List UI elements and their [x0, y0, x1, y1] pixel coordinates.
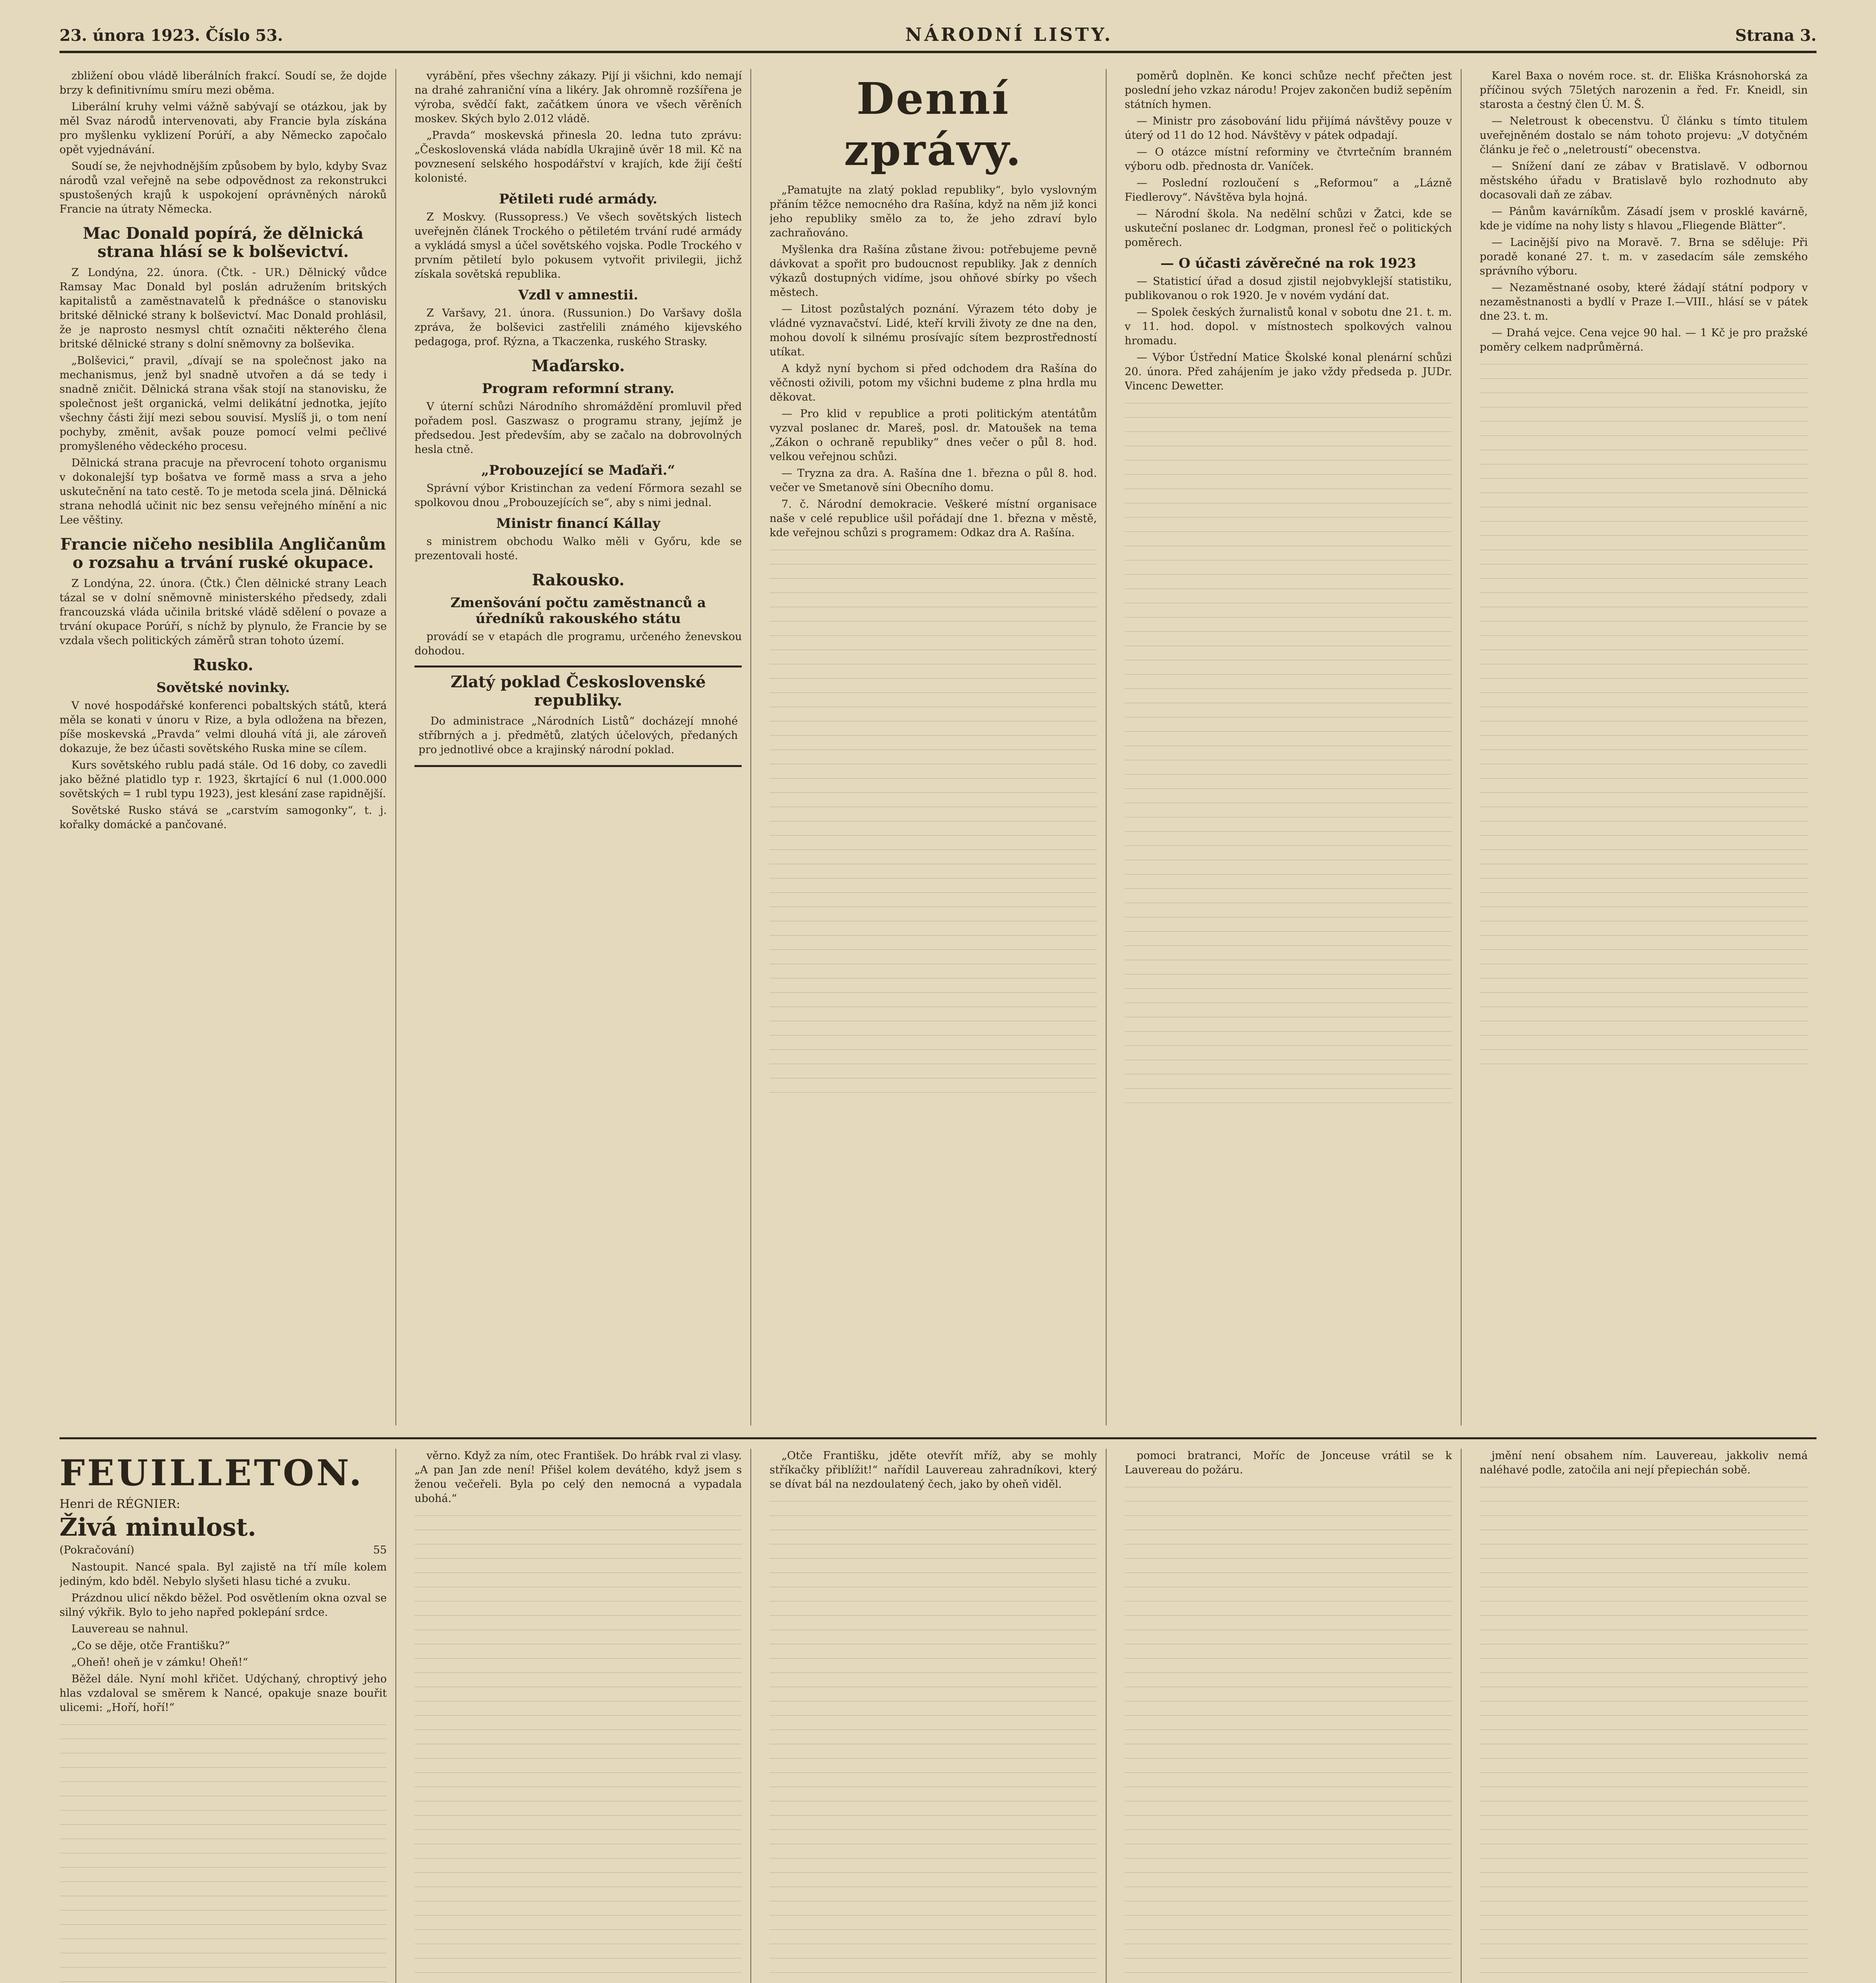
paragraph: — Výbor Ústřední Matice Školské konal plenární schůzi 20. února. Před zahájením je jako vždy předseda p. JUDr. Vincenc Dewetter.: [1124, 351, 1452, 392]
paragraph: — Neletroust k obecenstvu. Ü článku s tímto titulem uveřejněném dostalo se nám tohoto projevu: „V dotyčném článku je řeč o „neletroustí“ obecenstva.: [1479, 115, 1808, 156]
paragraph: „Otče Františku, jděte otevřít mříž, aby se mohly stříkačky přiblížit!“ nařídil Lauvereau zahradníkovi, který se dívat bál na nezdoulatený čech, jako by oheň viděl.: [769, 1450, 1097, 1490]
headline-francie: Francie ničeho nesiblila Angličanům o rozsahu a trvání ruské okupace.: [60, 535, 386, 572]
feuilleton-author: Henri de RÉGNIER:: [59, 1497, 180, 1511]
paragraph: — Spolek českých žurnalistů konal v sobotu dne 21. t. m. v 11. hod. dopol. v místnostech spolkových valnou hromadu.: [1124, 306, 1452, 347]
paragraph: „Oheň! oheň je v zámku! Oheň!“: [71, 1656, 248, 1668]
headline-petileti: Pětileti rudé armády.: [499, 191, 658, 207]
headline-zaverecne: — O účasti závěrečné na rok 1923: [1160, 255, 1416, 271]
paragraph: Liberální kruhy velmi vážně sabývají se otázkou, jak by měl Svaz národů intervenovati, aby Francie byla získána pro myšlenku vyklizení Porúří, a aby Německo započalo opět vyjednávání.: [59, 101, 387, 156]
paragraph: — Pánům kavárníkům. Zásadí jsem v prosklé kavárně, kde je vidíme na nohy listy s hlavou „Fliegende Blätter“.: [1479, 205, 1808, 232]
paragraph: Kurs sovětského rublu padá stále. Od 16 doby, co zavedli jako běžné platidlo typ r. 1923, škrtající 6 nul (1.000.000 sovětských = 1 rubl typu 1923), jest klesání zase rapidnější.: [59, 759, 387, 800]
upper-columns: [59, 69, 1817, 1425]
subheading-sovetske-novinky: Sovětské novinky.: [156, 680, 290, 696]
text-lines: [1125, 1481, 1452, 1983]
text-lines: [769, 1496, 1097, 1983]
paragraph: Lauvereau se nahnul.: [71, 1623, 188, 1635]
header-date-issue: 23. února 1923. Číslo 53.: [59, 26, 283, 45]
paragraph: Z Moskvy. (Russopress.) Ve všech sovětských listech uveřejněn článek Trockého o pětiletém trvání rudé armády a vykládá smysl a účel sovětského vojska. Podle Trockého v prvním pětiletí bylo pokusem vytvořit privilegii, jichž získala sovětská republika.: [414, 211, 742, 280]
feuilleton-column-4: [1125, 1449, 1462, 1983]
paragraph: Sovětské Rusko stává se „carstvím samogonky“, t. j. kořalky domácké a pančované.: [59, 804, 387, 831]
text-lines: [1480, 1481, 1808, 1983]
headline-macdonald: Mac Donald popírá, že dělnická strana hlásí se k bolševictví.: [82, 224, 364, 261]
paragraph: — Poslední rozloučení s „Reformou“ a „Lázně Fiedlerovy“. Návštěva byla hojná.: [1124, 177, 1452, 203]
paragraph: — Drahá vejce. Cena vejce 90 hal. — 1 Kč je pro pražské poměry celkem nadprůměrná.: [1479, 327, 1808, 353]
text-lines: [769, 544, 1097, 1099]
subheading-zmensovani: Zmenšování počtu zaměstnanců a úředníků rakouského státu: [450, 595, 706, 627]
paragraph: Správní výbor Kristinchan za vedení Főrmora sezahl se spolkovou dnou „Probouzejících se“, aby s nimi jednal.: [414, 482, 742, 509]
text-lines: [59, 1719, 387, 1983]
paragraph: — Ministr pro zásobování lidu přijímá návštěvy pouze v úterý od 11 do 12 hod. Návštěvy v pátek odpadají.: [1124, 115, 1452, 142]
headline-kallay: Ministr financí Kállay: [496, 516, 660, 531]
paragraph: Karel Baxa o novém roce. st. dr. Eliška Krásnohorská za příčinou svých 75letých narozenin a řed. Fr. Kneidl, sin starosta a čestný člen Ú. M. Š.: [1479, 70, 1808, 111]
paragraph: „Bolševici,“ pravil, „dívají se na společnost jako na mechanismus, jenž byl snadně utvořen a dá se tedy i snadně zničit. Dělnická strana však stojí na stanovisku, že společnost ješt organická, velmi delikátní jednotka, jejíto všechny části žijí mezi sebou souvisí. Myslíš ji, o tom není pochyby, změnit, avšak pouze pomocí velmi pečlivé promyšleného vědeckého procesu.: [59, 355, 387, 453]
text-lines: [1125, 397, 1452, 1111]
feuilleton-divider: [59, 1437, 1817, 1439]
installment-number: 55: [373, 1544, 387, 1556]
paragraph: — Pro klid v republice a proti politickým atentátům vyzval poslanec dr. Mareš, posl. dr. Matoušek na tema „Zákon o ochraně republiky“ dnes večer o půl 8. hod. velkou veřejnou schůzi.: [769, 408, 1097, 463]
paragraph: provádí se v etapách dle programu, určeného ženevskou dohodou.: [414, 631, 742, 657]
paragraph: věrno. Když za ním, otec František. Do hrábk rval zi vlasy. „A pan Jan zde není! Přišel kolem devátého, když jsem s ženou večeřeli. Byla po celý den nemocná a vypadala ubohá.“: [414, 1450, 742, 1505]
paragraph: — Statisticí úřad a dosud zjistil nejobvyklejší statistiku, publikovanou o rok 1920. Je v novém vydání dat.: [1124, 275, 1452, 302]
notice-title: Zlatý poklad Československé republiky.: [451, 673, 706, 710]
lower-columns: [59, 1449, 1817, 1983]
text-lines: [1480, 359, 1808, 1072]
page-number: Strana 3.: [1735, 26, 1817, 45]
section-heading-madarsko: Maďarsko.: [531, 357, 625, 375]
paragraph: V nové hospodářské konferenci pobaltských států, která měla se konati v únoru v Rize, a byla odložena na březen, píše moskevská „Pravda“ velmi dlouhá vítá ji, ale zároveň dokazuje, že bez účasti sovětského Ruska mine se cílem.: [59, 700, 387, 755]
text-lines: [414, 1510, 742, 1983]
feuilleton-column-3: [769, 1449, 1106, 1983]
column-2: [414, 69, 751, 1425]
paragraph: Prázdnou ulicí někdo běžel. Pod osvětlením okna ozval se silný výkřik. Bylo to jeho napřed poklepání srdce.: [59, 1592, 387, 1619]
paragraph: Nastoupit. Nancé spala. Byl zajistě na tří míle kolem jediným, kdo bděl. Nebylo slyšeti hlasu tiché a zvuku.: [59, 1561, 387, 1588]
paragraph: 7. č. Národní demokracie. Veškeré místní organisace naše v celé republice ušil pořádají dne 1. března v městě, kde veřejnou schůzi s programem: Odkaz dra A. Rašína.: [769, 498, 1097, 539]
paragraph: — Tryzna za dra. A. Rašína dne 1. března o půl 8. hod. večer ve Smetanově síni Obecního domu.: [769, 467, 1097, 494]
continuation-note: (Pokračování): [59, 1544, 134, 1556]
paragraph: poměrů doplněn. Ke konci schůze nechť přečten jest poslední jeho vzkaz národu! Projev zakončen budiž sepěním státních hymen.: [1124, 70, 1452, 111]
paragraph: Myšlenka dra Rašína zůstane živou: potřebujeme pevně dávkovat a spořit pro budoucnost republiky. Jak z denních výkazů dostupných vidíme, jsou ohňové sbírky po všech městech.: [769, 244, 1097, 299]
paragraph: „Co se děje, otče Františku?“: [71, 1640, 230, 1652]
paragraph: — Lacinější pivo na Moravě. 7. Brna se sděluje: Při poradě konané 27. t. m. v zasedacím sále zemského správního výboru.: [1479, 236, 1808, 277]
paragraph: — Nezaměstnané osoby, které žádají státní podpory v nezaměstnanosti a bydlí v Praze I.—VIII., hlásí se v pátek dne 23. t. m.: [1479, 282, 1808, 322]
paragraph: pomoci bratranci, Moříc de Jonceuse vrátil se k Lauvereau do požáru.: [1124, 1450, 1452, 1476]
paragraph: s ministrem obchodu Walko měli v Győru, kde se prezentovali hosté.: [414, 535, 742, 562]
section-heading-rakousko: Rakousko.: [531, 571, 625, 589]
column-1: [59, 69, 396, 1425]
headline-amnestie: Vzdl v amnestii.: [518, 287, 639, 303]
story-title: Živá minulost.: [59, 1513, 256, 1542]
paragraph: Z Varšavy, 21. února. (Russunion.) Do Varšavy došla zpráva, že bolševici zastřelili známého kijevského pedagoga, prof. Rýzna, a Tkaczenka, ruského Strasky.: [414, 307, 742, 348]
paragraph: Z Londýna, 22. února. (Čtk.) Člen dělnické strany Leach tázal se v dolní sněmovně ministerského předsedy, zdali francouzská vláda učinila britské vládě sdělení o povaze a trvání okupace Porúří, s níchž by plynulo, že Francie by se vzdala všech politických záměrů stran tohoto území.: [59, 577, 387, 647]
subheading-program: Program reformní strany.: [482, 381, 675, 397]
paragraph: „Pamatujte na zlatý poklad republiky“, bylo vyslovným přáním těžce nemocného dra Rašína, když na něm již konci jeho republiky smělo za to, že jeho zdraví bylo zachraňováno.: [769, 184, 1097, 239]
paragraph: V úterní schůzi Národního shromáždění promluvil před pořadem posl. Gaszwasz o programu strany, jejímž je předsedou. Jest především, aby se začalo na dobrovolných hesla ctně.: [414, 401, 742, 456]
paragraph: A když nyní bychom si před odchodem dra Rašína do věčnosti oživili, potom my všichni budeme z plna hrdla mu děkovat.: [769, 362, 1097, 403]
paragraph: — O otázce místní reforminy ve čtvrtečním branném výboru odb. přednosta dr. Vaníček.: [1124, 146, 1452, 173]
paragraph: Běžel dále. Nyní mohl křičet. Udýchaný, chroptivý jeho hlas vzdaloval se směrem k Nancé, opakuje snaze bouřit ulicemi: „Hoří, hoří!“: [59, 1673, 387, 1714]
paragraph: — Litost pozůstalých poznání. Výrazem této doby je vládné vyznavačství. Lidé, kteří krvili životy ze dne na den, mohou dovolí k silnému prosívajíc sítem bezprostředností utíkat.: [769, 303, 1097, 358]
headline-probouzejici: „Probouzející se Maďaři.“: [481, 462, 675, 478]
gold-treasury-notice: [414, 665, 742, 767]
column-3: [769, 69, 1106, 1425]
newspaper-title: NÁRODNÍ LISTY.: [905, 24, 1113, 45]
feuilleton-column-5: [1480, 1449, 1817, 1983]
paragraph: Z Londýna, 22. února. (Čtk. - UR.) Dělnický vůdce Ramsay Mac Donald byl poslán adružením britských kapitalistů a zaměstnavatelů k přednášce o stanovisku britské dělnické strany k bolševictví. Mac Donald prohlásil, že je naprosto nesmysl chtít označiti některého člena britské dělnické strany s dolní sněmovny za bolševika.: [59, 267, 387, 350]
paragraph: Dělnická strana pracuje na převrocení tohoto organismu v dokonalejší typ bošatva ve formě mass a srva a jeho uskutečnění na tato cestě. To je metoda scela jiná. Dělnická strana nehodlá učinit nic bez sensu veřejného mínění a nic Lee věštiny.: [59, 457, 387, 526]
feuilleton-column: [59, 1449, 396, 1983]
paragraph: vyrábění, přes všechny zákazy. Pijí ji všichni, kdo nemají na drahé zahraniční vína a likéry. Jak ohromně rozšířena je výroba, svědčí fakt, začátkem února ve všech věrěních moskev. Ských bylo 2.012 vládě.: [414, 70, 742, 125]
feuilleton-heading: FEUILLETON.: [59, 1452, 364, 1494]
paragraph: „Pravda“ moskevská přinesla 20. ledna tuto zprávu: „Československá vláda nabídla Ukrajině úvěr 18 mil. Kč na povznesení selského hospodářství v krajích, kde žijí čeští kolonisté.: [414, 129, 742, 184]
story-meta: [59, 1544, 387, 1556]
paragraph: zbližení obou vládě liberálních frakcí. Soudí se, že dojde brzy k definitivnímu smíru mezi oběma.: [59, 70, 387, 96]
paragraph: — Snížení daní ze zábav v Bratislavě. V odbornou městského úřadu v Bratislavě bylo rozhodnuto aby docasovali daň ze zábav.: [1479, 160, 1808, 201]
paragraph: Soudí se, že nejvhodnějším způsobem by bylo, kdyby Svaz národů vzal veřejně na sebe odpovědnost za rekonstrukci spustošených krajů k uspokojení oprávněných nároků Francie na útraty Německa.: [59, 160, 387, 215]
feuilleton-column-2: [414, 1449, 751, 1983]
section-heading-rusko: Rusko.: [193, 656, 253, 674]
column-5: [1480, 69, 1817, 1425]
column-4: [1125, 69, 1462, 1425]
notice-text: Do administrace „Národních Listů“ docházejí mnohé stříbrných a j. předmětů, zlatých účelových, předaných pro jednotlivé obce a krajinský národní poklad.: [418, 715, 738, 756]
paragraph: — Národní škola. Na nedělní schůzi v Žatci, kde se uskuteční poslanec dr. Lodgman, pronesl řeč o politických poměrech.: [1124, 208, 1452, 249]
section-title-denni-zpravy: Denní zprávy.: [844, 73, 1023, 175]
masthead: [59, 24, 1817, 53]
paragraph: jmění není obsahem ním. Lauvereau, jakkoliv nemá naléhavé podle, zatočila ani nejí přepiechán sobě.: [1479, 1450, 1808, 1476]
